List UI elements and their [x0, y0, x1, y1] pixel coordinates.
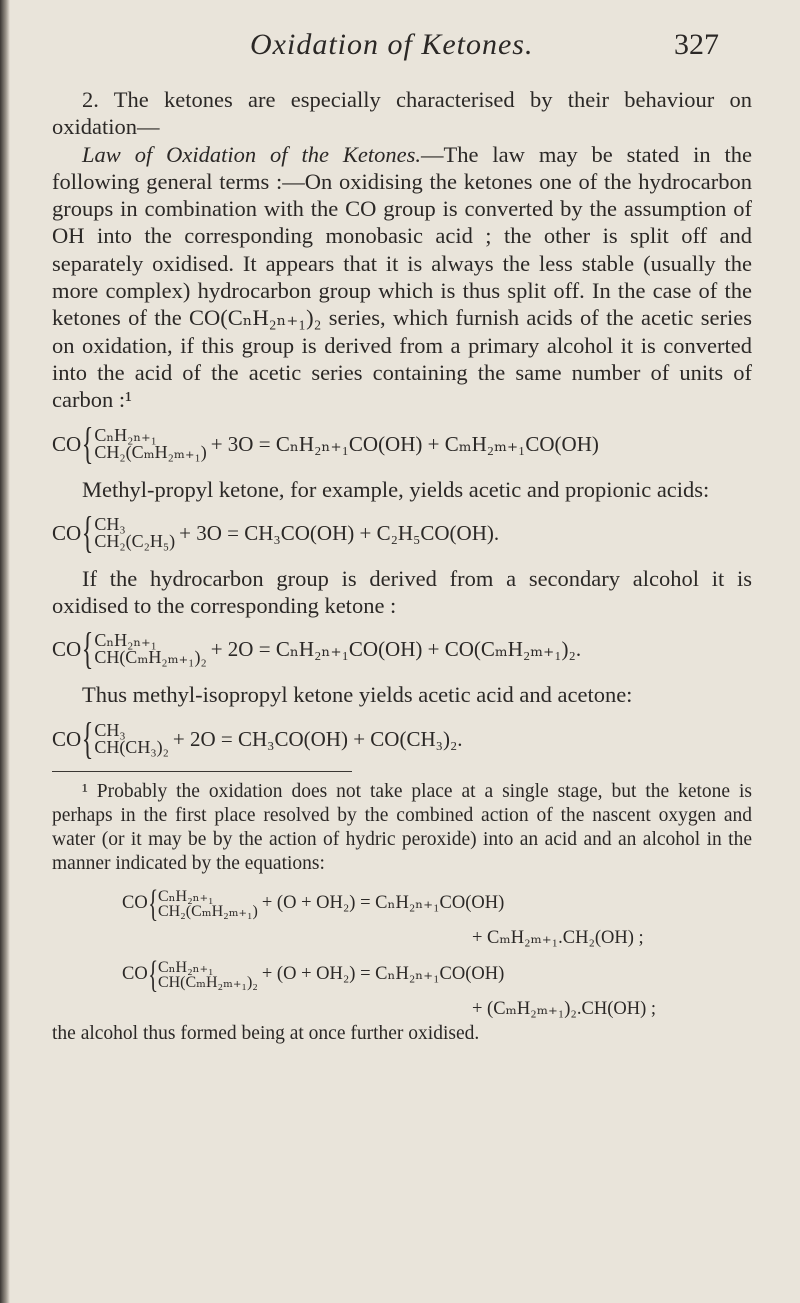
stack-top: CₙH₂ₙ₊₁: [157, 958, 214, 976]
paragraph-intro: 2. The ketones are especially characterised by their behaviour on oxidation—: [52, 87, 752, 140]
law-heading: Law of Oxidation of the Ketones.: [82, 141, 422, 167]
footnote-equation-a: [122, 882, 752, 926]
paragraph-law: [52, 141, 752, 414]
equation-co: CO: [52, 726, 82, 751]
law-text: —The law may be stated in the following general terms :—On oxidising the ketones one of the hydrocarbon groups in combination with the CO group is converted by the assumption of OH into the corresponding monobasic acid ; the other is split off and separately oxidised. It appears that it is always the less stable (usually the more complex) hydrocarbon group which is thus split off. In the case of the ketones of the CO(CₙH₂ₙ₊₁)₂ series, which furnish acids of the acetic series on oxidation, if this group is derived from a primary alcohol it is converted into the acid of the acetic series containing the same number of units of carbon :¹: [52, 141, 752, 413]
equation-rhs: + 2O = CH₃CO(OH) + CO(CH₃)₂.: [172, 726, 463, 751]
equation-1: [52, 418, 752, 468]
footnote-closing: the alcohol thus formed being at once further oxidised.: [52, 1022, 480, 1044]
paragraph-secondary: If the hydrocarbon group is derived from a secondary alcohol it is oxidised to the corresponding ketone :: [52, 565, 752, 619]
stack-top: CₙH₂ₙ₊₁: [94, 630, 157, 651]
footnote: [52, 780, 752, 1046]
equation-rhs: + 3O = CₙH₂ₙ₊₁CO(OH) + CₘH₂ₘ₊₁CO(OH): [210, 431, 599, 456]
running-header: [0, 28, 800, 68]
equation-stack: [94, 719, 169, 757]
equation-co: CO: [52, 431, 82, 456]
stack-bottom: CH₂(C₂H₅): [94, 530, 176, 551]
equation-2: [52, 507, 752, 557]
equation-rhs: + (O + OH₂) = CₙH₂ₙ₊₁CO(OH): [261, 893, 505, 914]
equation-co: CO: [122, 964, 148, 985]
brace-icon: {: [81, 624, 94, 674]
equation-rhs: + (O + OH₂) = CₙH₂ₙ₊₁CO(OH): [261, 964, 505, 985]
stack-top: CH₃: [94, 719, 126, 740]
paragraph-example-2: Thus methyl-isopropyl ketone yields acetic acid and acetone:: [82, 682, 633, 708]
equation-co: CO: [52, 520, 82, 545]
equation-co: CO: [122, 893, 148, 914]
stack-bottom: CH(CH₃)₂: [94, 736, 169, 757]
equation-stack: [158, 889, 258, 919]
equation-4: [52, 713, 752, 763]
stack-bottom: CH₂(CₘH₂ₘ₊₁): [94, 441, 207, 462]
book-spine-shadow: [0, 0, 10, 1303]
footnote-equation-a-continued: + CₘH₂ₘ₊₁.CH₂(OH) ;: [472, 927, 644, 948]
stack-top: CₙH₂ₙ₊₁: [157, 887, 214, 905]
equation-rhs: + 2O = CₙH₂ₙ₊₁CO(OH) + CO(CₘH₂ₘ₊₁)₂.: [210, 637, 582, 662]
equation-stack: [158, 960, 258, 990]
stack-top: CH₃: [94, 513, 126, 534]
brace-icon: {: [81, 713, 94, 763]
paragraph-example-1: Methyl-propyl ketone, for example, yields acetic and propionic acids:: [82, 476, 710, 502]
stack-bottom: CH(CₘH₂ₘ₊₁)₂: [157, 973, 258, 991]
brace-icon: {: [147, 882, 158, 925]
equation-stack: [94, 424, 207, 462]
page-number: 327: [674, 28, 719, 61]
brace-icon: {: [147, 953, 158, 996]
equation-co: CO: [52, 637, 82, 662]
running-title: Oxidation of Ketones.: [250, 28, 534, 61]
stack-bottom: CH₂(CₘH₂ₘ₊₁): [157, 902, 258, 920]
footnote-equation-b-continued: + (CₘH₂ₘ₊₁)₂.CH(OH) ;: [472, 998, 657, 1019]
equation-rhs: + 3O = CH₃CO(OH) + C₂H₅CO(OH).: [179, 520, 500, 545]
main-text: [52, 86, 752, 1046]
equation-stack: [94, 513, 176, 551]
equation-stack: [94, 632, 206, 666]
stack-bottom: CH(CₘH₂ₘ₊₁)₂: [94, 647, 207, 668]
stack-top: CₙH₂ₙ₊₁: [94, 424, 157, 445]
footnote-divider: [52, 771, 352, 772]
brace-icon: {: [81, 418, 94, 468]
footnote-text: ¹ Probably the oxidation does not take place at a single stage, but the ketone is perhaps in the first place resolved by the combined action of the nascent oxygen and water (or it may be by the action of hydric peroxide) into an acid and an alcohol in the manner indicated by the equations:: [52, 780, 752, 874]
footnote-equation-b: [122, 953, 752, 997]
brace-icon: {: [81, 507, 94, 557]
equation-3: [52, 624, 752, 674]
